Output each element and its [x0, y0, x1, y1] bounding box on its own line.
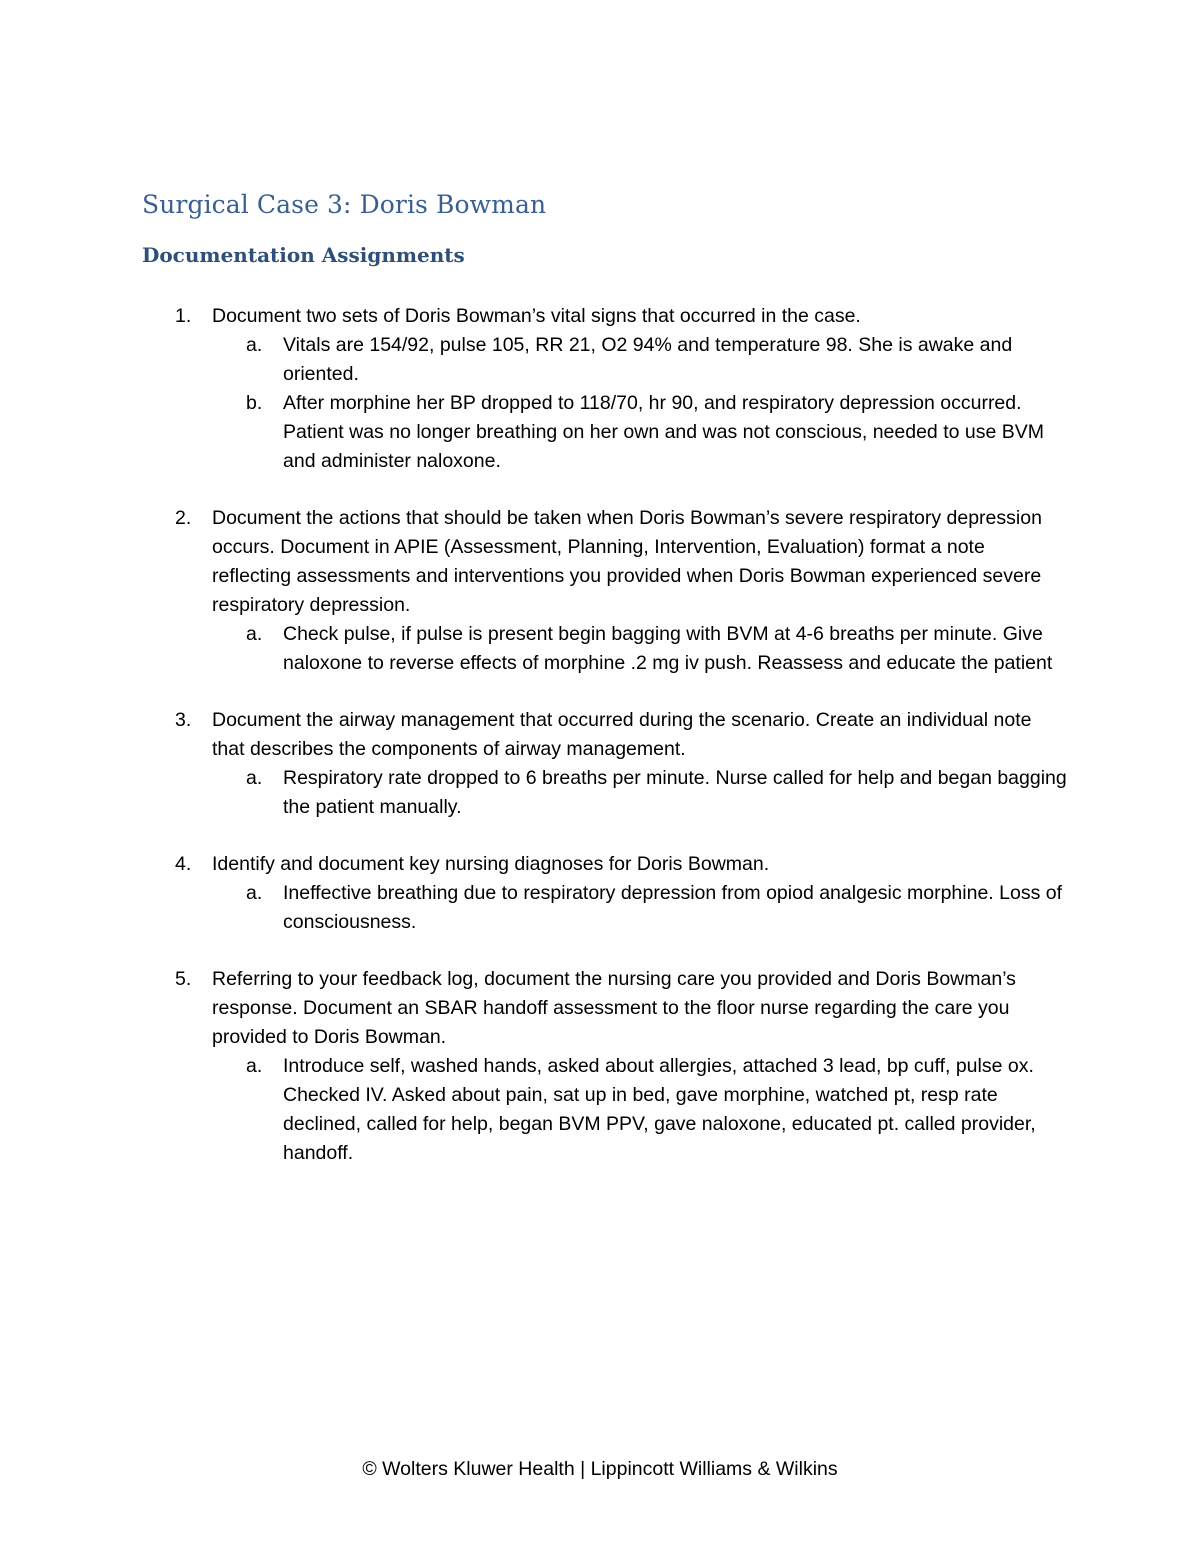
answer-text: Respiratory rate dropped to 6 breaths per minute. Nurse called for help and began bagging the patient manually.: [283, 767, 1067, 818]
assignment-item-3: [0, 706, 1200, 822]
answer-item-4a: [0, 879, 1200, 937]
item-number: 3.: [175, 709, 192, 731]
section-heading: Documentation Assignments: [142, 243, 465, 267]
answer-letter: a.: [246, 1055, 263, 1077]
item-number: 5.: [175, 968, 192, 990]
answer-text: After morphine her BP dropped to 118/70, hr 90, and respiratory depression occurred. Patient was no longer breathing on her own and was not conscious, needed to use BVM and administer naloxone.: [283, 392, 1044, 472]
item-question: Identify and document key nursing diagnoses for Doris Bowman.: [212, 853, 770, 875]
answer-item-1b: [0, 389, 1200, 476]
answer-item-3a: [0, 764, 1200, 822]
answer-item-1a: [0, 331, 1200, 389]
item-number: 1.: [175, 305, 192, 327]
assignment-item-1: [0, 302, 1200, 476]
item-number: 4.: [175, 853, 192, 875]
answer-text: Introduce self, washed hands, asked about allergies, attached 3 lead, bp cuff, pulse ox. Checked IV. Asked about pain, sat up in bed, gave morphine, watched pt, resp rate declined, called for help, began BVM PPV, gave naloxone, educated pt. called provider, handoff.: [283, 1055, 1036, 1164]
item-number: 2.: [175, 507, 192, 529]
answer-item-2a: [0, 620, 1200, 678]
answer-text: Check pulse, if pulse is present begin bagging with BVM at 4-6 breaths per minute. Give naloxone to reverse effects of morphine .2 mg iv push. Reassess and educate the patient: [283, 623, 1053, 674]
item-question: Referring to your feedback log, document the nursing care you provided and Doris Bowman’s response. Document an SBAR handoff assessment to the floor nurse regarding the care you provided to Doris Bowman.: [212, 968, 1016, 1048]
answer-letter: b.: [246, 392, 263, 414]
answer-item-5a: [0, 1052, 1200, 1168]
item-question: Document two sets of Doris Bowman’s vital signs that occurred in the case.: [212, 305, 861, 327]
assignment-item-4: [0, 850, 1200, 937]
answer-text: Vitals are 154/92, pulse 105, RR 21, O2 94% and temperature 98. She is awake and oriented.: [283, 334, 1013, 385]
assignment-item-5: [0, 965, 1200, 1168]
answer-letter: a.: [246, 623, 263, 645]
item-question: Document the actions that should be taken when Doris Bowman’s severe respiratory depression occurs. Document in APIE (Assessment, Planning, Intervention, Evaluation) format a note reflecting assessments and interventions you provided when Doris Bowman experienced severe respiratory depression.: [212, 507, 1042, 616]
copyright-footer: © Wolters Kluwer Health | Lippincott Williams & Wilkins: [362, 1458, 838, 1480]
answer-text: Ineffective breathing due to respiratory depression from opiod analgesic morphine. Loss of consciousness.: [283, 882, 1063, 933]
answer-letter: a.: [246, 767, 263, 789]
answer-letter: a.: [246, 334, 263, 356]
page-title: Surgical Case 3: Doris Bowman: [142, 190, 547, 219]
assignment-item-2: [0, 504, 1200, 678]
item-question: Document the airway management that occurred during the scenario. Create an individual note that describes the components of airway management.: [212, 709, 1032, 760]
assignment-list: [0, 302, 1200, 1196]
answer-letter: a.: [246, 882, 263, 904]
